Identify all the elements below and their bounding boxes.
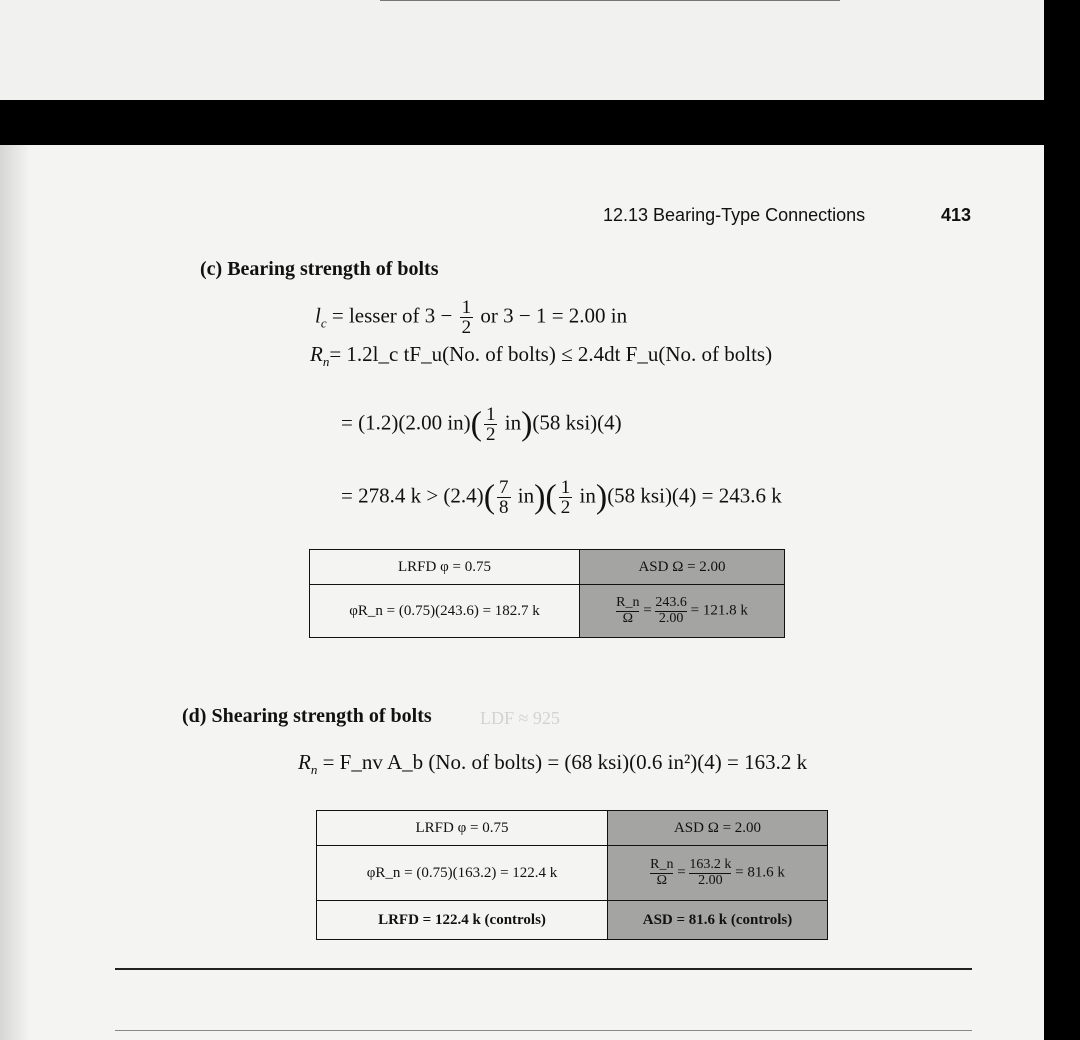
page-number: 413 — [941, 205, 972, 225]
asd-conclusion-cell: ASD = 81.6 k (controls) — [608, 901, 828, 940]
running-header-title: 12.13 Bearing-Type Connections — [603, 205, 866, 225]
section-end-rule — [115, 968, 972, 970]
page-edge — [1044, 0, 1080, 1040]
heading-shearing-strength: (d) Shearing strength of bolts — [182, 705, 432, 727]
table-shear-results — [316, 810, 828, 940]
bleedthrough-text: LDF ≈ 925 — [480, 708, 560, 728]
equation-lc: $l_c$ = lesser of 3 − $\frac{1}{2}$ or 3 − 1 = 2.00 in — [315, 297, 628, 338]
asd-header-cell: ASD Ω = 2.00 — [608, 811, 828, 846]
lrfd-header-cell: LRFD φ = 0.75 — [310, 550, 580, 585]
table-bearing-results — [309, 549, 785, 638]
equation-rn-bearing: $R_n=$ 1.2l_c tF_u(No. of bolts) ≤ 2.4dt F_u(No. of bolts) — [310, 342, 773, 370]
equation-substitution-2: = 278.4 k > (2.4)( $\frac{7}{8}$ in)( $\frac{1}{2}$ in)(58 ksi)(4) = 243.6 k — [341, 477, 782, 518]
equation-substitution-1: = (1.2)(2.00 in)( $\frac{1}{2}$ in)(58 ksi)(4) — [341, 404, 622, 445]
bottom-rule — [115, 1030, 972, 1031]
previous-page-strip — [0, 0, 1044, 100]
asd-header-cell: ASD Ω = 2.00 — [580, 550, 785, 585]
lrfd-value-cell: φR_n = (0.75)(163.2) = 122.4 k — [317, 846, 608, 901]
lrfd-header-cell: LRFD φ = 0.75 — [317, 811, 608, 846]
lrfd-conclusion-cell: LRFD = 122.4 k (controls) — [317, 901, 608, 940]
asd-value-cell: $\frac{R\_n}{\Omega}$ = $\frac{243.6}{2.00}$ = 121.8 k — [580, 585, 785, 638]
lrfd-value-cell: φR_n = (0.75)(243.6) = 182.7 k — [310, 585, 580, 638]
asd-value-cell: $\frac{R\_n}{\Omega}$ = $\frac{163.2 k}{2.00}$ = 81.6 k — [608, 846, 828, 901]
heading-bearing-strength: (c) Bearing strength of bolts — [200, 258, 439, 280]
equation-rn-shear: $R_n$ = F_nv A_b (No. of bolts) = (68 ksi)(0.6 in²)(4) = 163.2 k — [298, 750, 808, 778]
page-gutter-shadow — [0, 145, 30, 1040]
top-rule — [380, 0, 840, 1]
